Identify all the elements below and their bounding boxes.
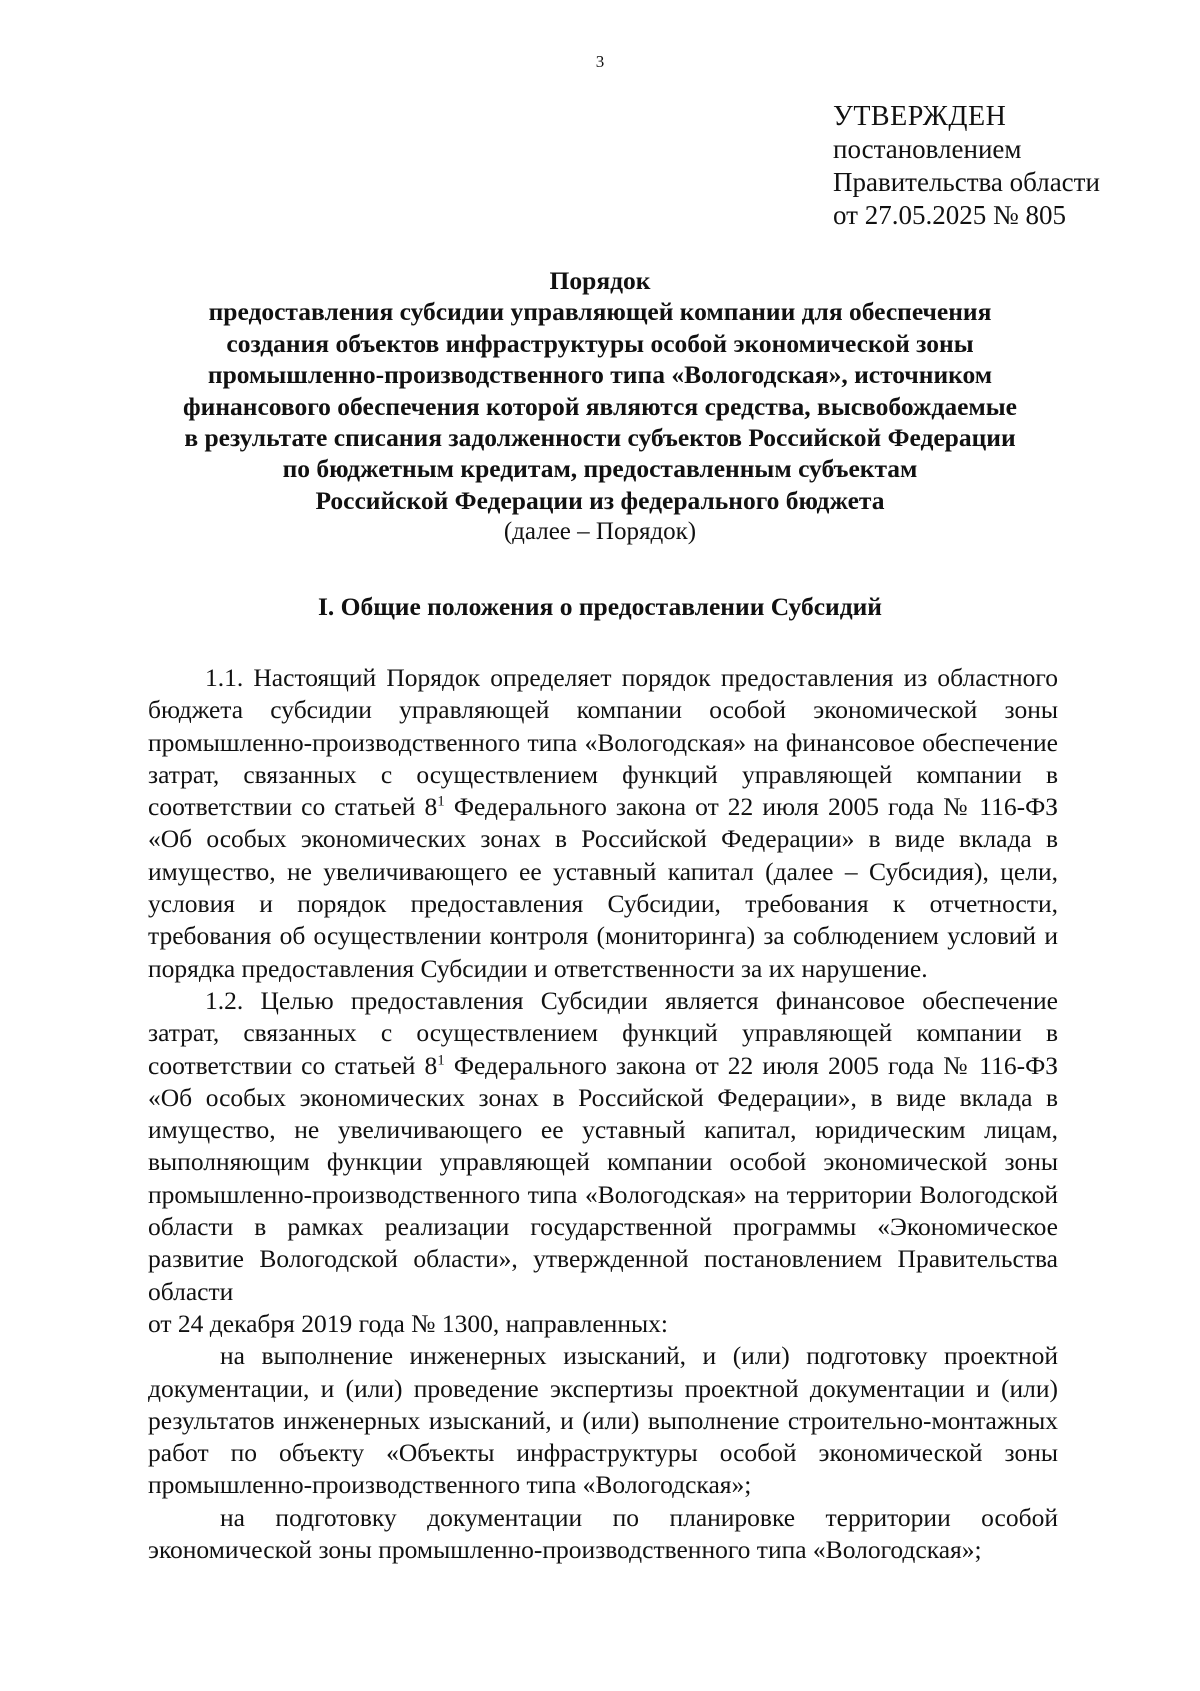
title-line: Порядок xyxy=(549,266,651,295)
approval-line-3: от 27.05.2025 № 805 xyxy=(833,200,1066,230)
paragraph-text: Федерального закона от 22 июля 2005 года № 116-ФЗ «Об особых экономических зонах в Российской Федерации», в виде вклада в имущество, не увеличивающего ее уставный капитал, юридическим лицам, выполняющим функции управляющей компании особой экономической зоны промышленно-производственного типа «Вологодская» на территории Вологодской области в рамках реализации государственной программы «Экономическое развитие Вологодской области», утвержденной постановлением Правительства области xyxy=(148,1050,1058,1306)
paragraph-1-1 xyxy=(148,662,1058,985)
title-line: промышленно-производственного типа «Вологодская», источником xyxy=(207,360,993,390)
paragraph-1-2-continued: от 24 декабря 2019 года № 1300, направленных: xyxy=(148,1308,668,1338)
title-line: Российской Федерации из федерального бюджета xyxy=(315,485,885,515)
superscript: 1 xyxy=(437,1052,445,1069)
list-item: на подготовку документации по планировке территории особой экономической зоны промышленно-производственного типа «Вологодская»; xyxy=(148,1502,1058,1565)
title-line: в результате списания задолженности субъектов Российской Федерации xyxy=(184,423,1016,453)
paragraph-text: 1.1. Настоящий Порядок определяет порядок предоставления из областного бюджета субсидии управляющей компании особой экономической зоны промышленно-производственного типа «Вологодская» на финансовое обеспечение затрат, связанных с осуществлением функций управляющей компании в соответствии со статьей 8 xyxy=(148,663,1058,822)
paragraph-text: 1.2. Целью предоставления Субсидии является финансовое обеспечение затрат, связанных с осуществлением функций управляющей компании в соответствии со статьей 8 xyxy=(148,985,1058,1080)
title-line: предоставления субсидии управляющей компании для обеспечения xyxy=(208,297,992,327)
title-line: создания объектов инфраструктуры особой экономической зоны xyxy=(226,328,974,358)
superscript: 1 xyxy=(437,793,445,810)
approval-stamp: УТВЕРЖДЕН xyxy=(833,101,1007,132)
approval-block xyxy=(833,100,1100,232)
paragraph-text: Федерального закона от 22 июля 2005 года № 116-ФЗ «Об особых экономических зонах в Российской Федерации» в виде вклада в имущество, не увеличивающего ее уставный капитал (далее – Субсидия), цели, условия и порядок предоставления Субсидии, требования к отчетности, требования об осуществлении контроля (мониторинга) за соблюдением условий и порядка предоставления Субсидии и ответственности за их нарушение. xyxy=(148,792,1058,983)
title-line: по бюджетным кредитам, предоставленным субъектам xyxy=(282,454,918,484)
document-title xyxy=(150,265,1050,548)
section-heading: I. Общие положения о предоставлении Субсидий xyxy=(317,592,882,621)
approval-line-2: Правительства области xyxy=(833,167,1100,197)
approval-line-1: постановлением xyxy=(833,134,1022,164)
title-note: (далее – Порядок) xyxy=(503,518,697,546)
page-number: 3 xyxy=(595,52,605,71)
paragraph-1-2 xyxy=(148,985,1058,1308)
list-item: на выполнение инженерных изысканий, и (или) подготовку проектной документации, и (или) проведение экспертизы проектной документации и (или) результатов инженерных изысканий, и (или) выполнение строительно-монтажных работ по объекту «Объекты инфраструктуры особой экономической зоны промышленно-производственного типа «Вологодская»; xyxy=(148,1341,1058,1500)
title-line: финансового обеспечения которой являются средства, высвобождаемые xyxy=(182,391,1017,421)
body-text xyxy=(148,662,1058,1566)
